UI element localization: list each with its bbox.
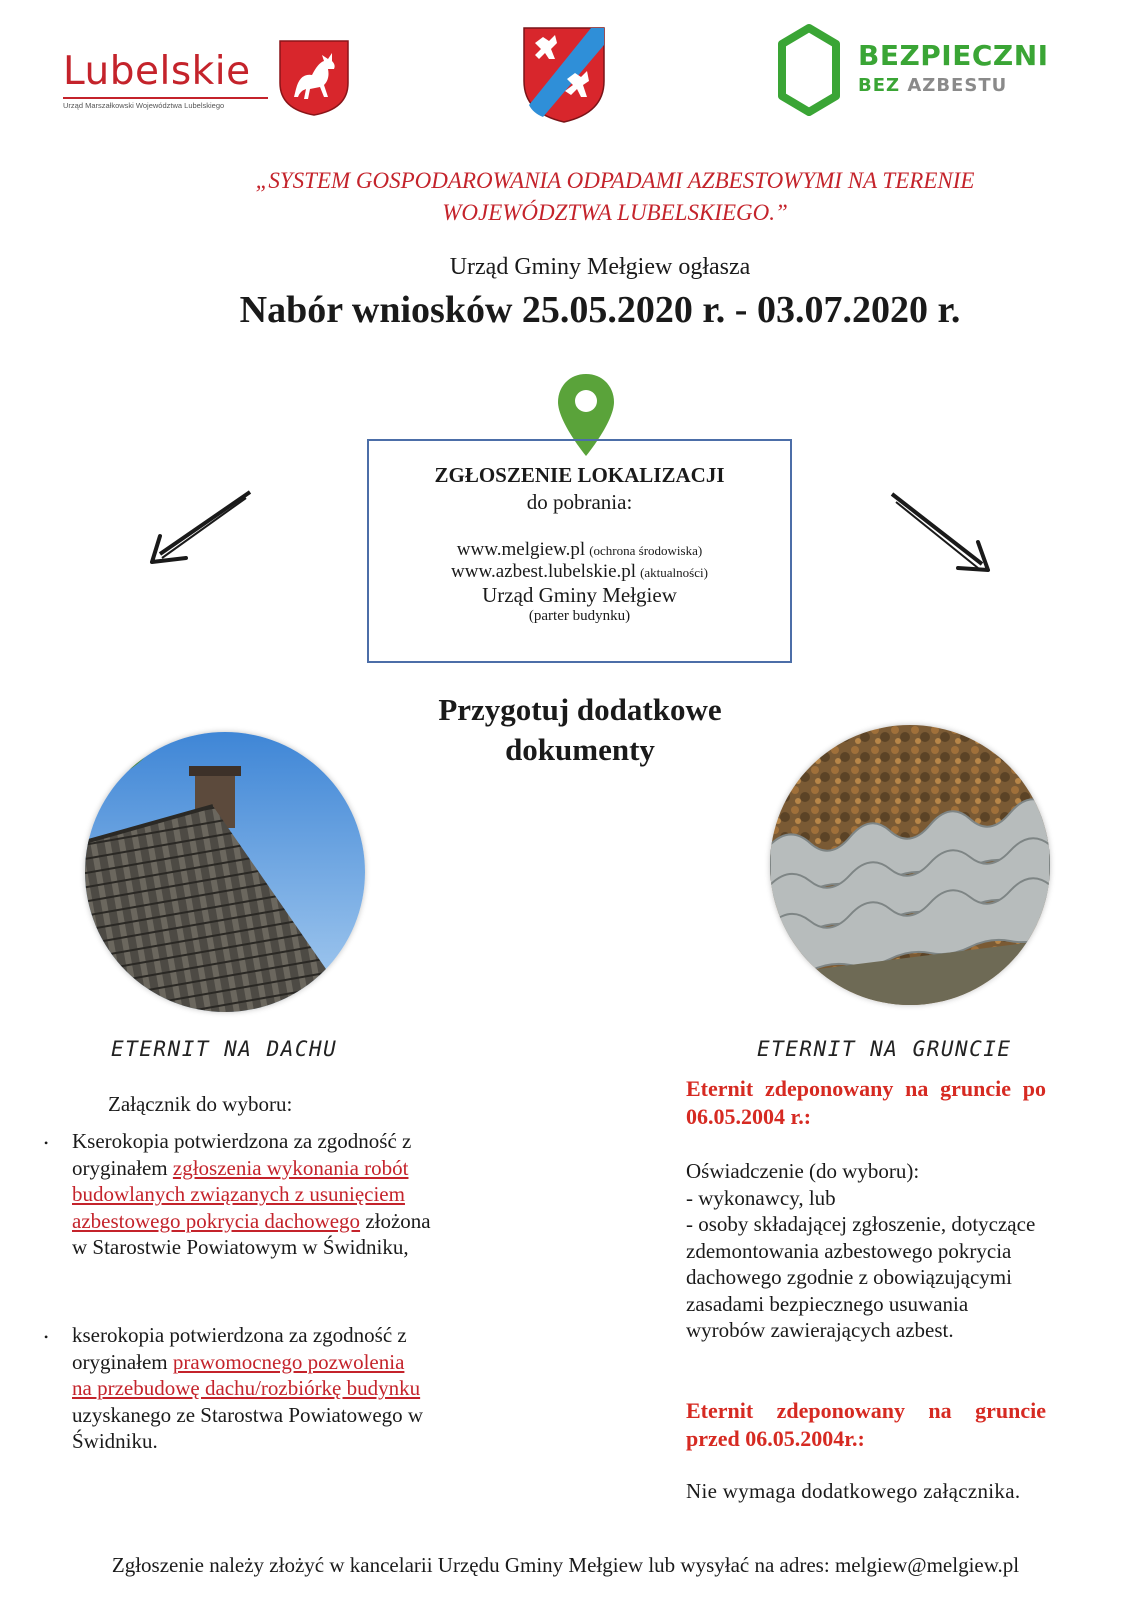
bullet-dot-1: •: [44, 1136, 49, 1150]
gmina-coat-of-arms-icon: [521, 25, 607, 125]
location-box-subtitle: do pobrania:: [526, 490, 633, 514]
bullet2-prefix: kserokopia potwierdzona za zgodność z oryginałem: [72, 1323, 407, 1374]
prepare-line1: Przygotuj dodatkowe: [438, 692, 722, 727]
location-report-box: [367, 439, 792, 663]
statement-line3: - osoby składającej zgłoszenie, dotyczące zdemontowania azbestowego pokrycia dachowego zgodnie z obowiązującymi zasadami bezpiecznego usuwania wyrobów zawierających azbest.: [686, 1212, 1036, 1342]
program-title-line2: WOJEWÓDZTWA LUBELSKIEGO.”: [442, 200, 788, 225]
lubelskie-logo-underline: [63, 97, 268, 99]
roof-bullet-1: [72, 1128, 442, 1261]
statement-block: [686, 1158, 1046, 1344]
valid-permit-link[interactable]: prawomocnego pozwolenia: [172, 1349, 405, 1374]
arrow-down-left-icon: [146, 488, 256, 568]
program-title: [150, 165, 1080, 229]
melgiew-link-note: (ochrona środowiska): [589, 543, 703, 558]
azbest-link-note: (aktualności): [640, 565, 708, 580]
lubelskie-logo-text: Lubelskie: [63, 49, 251, 94]
arrow-down-right-icon: [888, 490, 993, 575]
bezpieczni-logo-line1: BEZPIECZNI: [858, 39, 1049, 72]
prepare-documents-title: [380, 690, 780, 770]
footer-submission-note: Zgłoszenie należy złożyć w kancelarii Urzędu Gminy Mełgiew lub wysyłać na adres: melgiew@melgiew.pl: [111, 1553, 1020, 1577]
melgiew-link[interactable]: www.melgiew.pl: [456, 539, 586, 560]
lubelskie-coat-of-arms-icon: [278, 39, 350, 117]
before-date-text: Nie wymaga dodatkowego załącznika.: [686, 1479, 1021, 1503]
bullet1-prefix: Kserokopia potwierdzona za zgodność z oryginałem: [72, 1129, 412, 1180]
statement-line1: Oświadczenie (do wyboru):: [686, 1159, 920, 1183]
building-works-notice-link[interactable]: zgłoszenia wykonania robót budowlanych związanych z usunięciem azbestowego pokrycia dachowego: [72, 1155, 409, 1233]
bullet2-suffix: uzyskanego ze Starostwa Powiatowego w Świdniku.: [72, 1402, 424, 1453]
roof-photo-illustration: [85, 732, 365, 1012]
ground-photo-illustration: [770, 725, 1050, 1005]
office-name: Urząd Gminy Mełgiew: [482, 583, 677, 607]
bullet-dot-2: •: [44, 1330, 49, 1344]
azbest-link-row: [369, 561, 790, 583]
location-box-title: ZGŁOSZENIE LOKALIZACJI: [434, 463, 725, 487]
statement-line2: - wykonawcy, lub: [686, 1185, 836, 1210]
bezpieczni-house-logo-icon: [776, 22, 842, 118]
bezpieczni-logo-bez: BEZ: [858, 75, 901, 96]
before-date-heading: Eternit zdeponowany na gruncie przed 06.05.2004r.:: [686, 1398, 1046, 1451]
roof-eternit-photo: [85, 732, 365, 1012]
demolition-permit-link[interactable]: na przebudowę dachu/rozbiórkę budynku: [72, 1376, 421, 1400]
bullet1-suffix: złożona w Starostwie Powiatowym w Świdniku,: [72, 1208, 431, 1259]
program-title-line1: „SYSTEM GOSPODAROWANIA ODPADAMI AZBESTOWYMI NA TERENIE: [255, 168, 975, 193]
prepare-line2: dokumenty: [505, 732, 655, 767]
melgiew-link-row: [369, 539, 790, 561]
ground-eternit-photo: [770, 725, 1050, 1005]
azbest-link[interactable]: www.azbest.lubelskie.pl: [451, 561, 637, 582]
ground-caption: ETERNIT NA GRUNCIE: [757, 1037, 1012, 1061]
office-note: (parter budynku): [528, 608, 631, 624]
headline-dates: Nabór wniosków 25.05.2020 r. - 03.07.2020 r.: [239, 289, 961, 331]
announcer-text: Urząd Gminy Mełgiew ogłasza: [449, 254, 751, 280]
roof-caption: ETERNIT NA DACHU: [111, 1037, 338, 1061]
bezpieczni-logo-azbestu: AZBESTU: [907, 75, 1008, 96]
bezpieczni-logo-line2: [858, 77, 1007, 95]
roof-bullet-2: [72, 1322, 452, 1455]
lubelskie-logo-subtitle: Urząd Marszałkowski Województwa Lubelskiego: [63, 101, 225, 110]
attachment-label: Załącznik do wyboru:: [108, 1092, 293, 1116]
after-date-heading: Eternit zdeponowany na gruncie po 06.05.2004 r.:: [686, 1076, 1046, 1129]
